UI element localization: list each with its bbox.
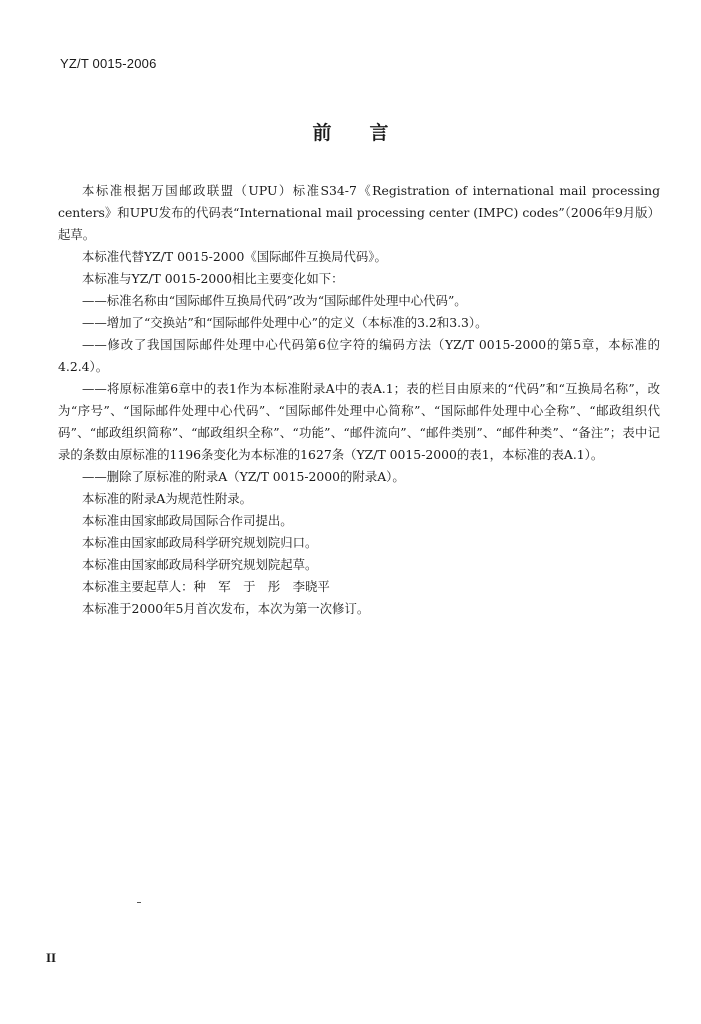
paragraph-history: 本标准于2000年5月首次发布，本次为第一次修订。 <box>82 601 370 616</box>
paragraph-proposed-by: 本标准由国家邮政局国际合作司提出。 <box>82 513 293 528</box>
paragraph-centralized-by: 本标准由国家邮政局科学研究规划院归口。 <box>82 535 318 550</box>
paragraph-drafters: 本标准主要起草人：种 军 于 彤 李晓平 <box>82 579 330 594</box>
paragraph-basis: 本标准根据万国邮政联盟（UPU）标准S34-7《Registration of international mail processing centers》和UPU发布的代码表“International mail processing center (IMPC) codes”（2006年9月版）起草。 <box>58 183 660 242</box>
foreword-body <box>58 180 660 620</box>
change-item-name: ——标准名称由“国际邮件互换局代码”改为“国际邮件处理中心代码”。 <box>82 293 467 308</box>
scan-speck <box>137 902 141 903</box>
page-title: 前言 <box>312 122 427 144</box>
page-number: II <box>46 950 57 965</box>
paragraph-replaces: 本标准代替YZ/T 0015-2000《国际邮件互换局代码》。 <box>82 249 387 264</box>
paragraph-changes-intro: 本标准与YZ/T 0015-2000相比主要变化如下： <box>82 271 344 286</box>
standard-code-header: YZ/T 0015-2006 <box>60 56 157 71</box>
change-item-definitions: ——增加了“交换站”和“国际邮件处理中心”的定义（本标准的3.2和3.3）。 <box>82 315 488 330</box>
change-item-table: ——将原标准第6章中的表1作为本标准附录A中的表A.1；表的栏目由原来的“代码”和“互换局名称”，改为“序号”、“国际邮件处理中心代码”、“国际邮件处理中心简称”、“国际邮件处理中心全称”、“邮政组织代码”、“邮政组织简称”、“邮政组织全称”、“功能”、“邮件流向”、“邮件类别”、“邮件种类”、“备注”；表中记录的条数由原标准的1196条变化为本标准的1627条（YZ/T 0015-2000的表1，本标准的表A.1）。 <box>58 381 660 462</box>
change-item-appendix: ——删除了原标准的附录A（YZ/T 0015-2000的附录A）。 <box>82 469 405 484</box>
change-item-encoding: ——修改了我国国际邮件处理中心代码第6位字符的编码方法（YZ/T 0015-2000的第5章，本标准的4.2.4）。 <box>58 337 660 374</box>
paragraph-appendix-normative: 本标准的附录A为规范性附录。 <box>82 491 253 506</box>
paragraph-drafted-by: 本标准由国家邮政局科学研究规划院起草。 <box>82 557 318 572</box>
